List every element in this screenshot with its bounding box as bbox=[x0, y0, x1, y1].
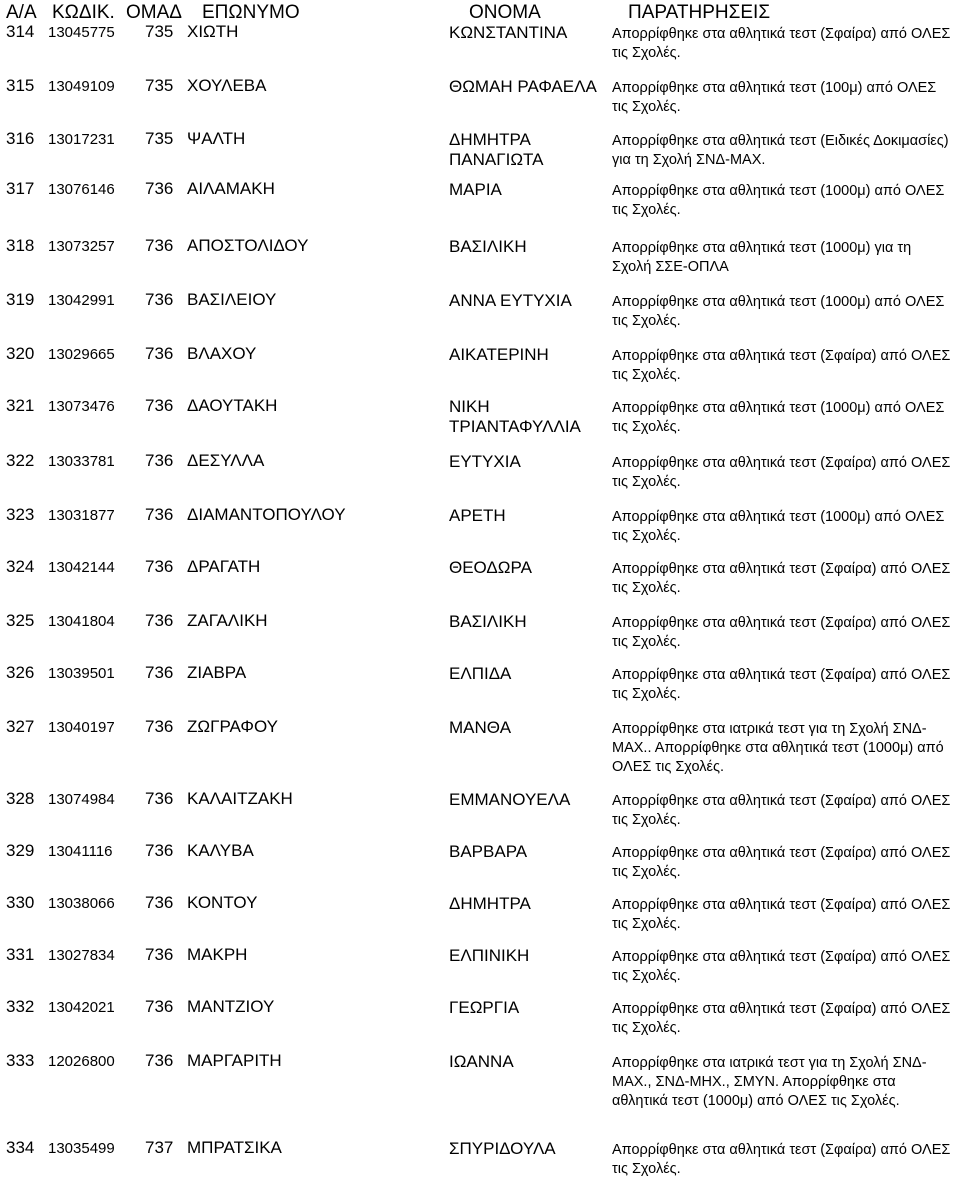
row-name: ΒΑΣΙΛΙΚΗ bbox=[449, 237, 527, 256]
row-group: 736 bbox=[145, 1051, 174, 1070]
row-surname: ΔΡΑΓΑΤΗ bbox=[187, 557, 261, 576]
row-name: ΑΙΚΑΤΕΡΙΝΗ bbox=[449, 345, 549, 364]
row-notes: Απορρίφθηκε στα αθλητικά τεστ (Σφαίρα) από ΟΛΕΣ τις Σχολές. bbox=[612, 897, 951, 932]
row-surname: ΑΠΟΣΤΟΛΙΔΟΥ bbox=[187, 236, 309, 255]
row-name: ΕΥΤΥΧΙΑ bbox=[449, 452, 521, 471]
table-body bbox=[0, 21, 960, 1187]
row-group: 736 bbox=[145, 179, 174, 198]
row-number: 318 bbox=[6, 236, 35, 255]
row-number: 319 bbox=[6, 290, 35, 309]
row-number: 325 bbox=[6, 611, 35, 630]
row-number: 328 bbox=[6, 789, 35, 808]
table-row bbox=[0, 716, 960, 788]
row-code: 13076146 bbox=[48, 181, 115, 198]
row-group: 735 bbox=[145, 76, 174, 95]
row-code: 13073257 bbox=[48, 238, 115, 255]
row-number: 323 bbox=[6, 505, 35, 524]
row-notes: Απορρίφθηκε στα ιατρικά τεστ για τη Σχολή ΣΝΔ-ΜΑΧ., ΣΝΔ-ΜΗΧ., ΣΜΥΝ. Απορρίφθηκε στα αθλητικά τεστ (1000μ) από ΟΛΕΣ τις Σχολές. bbox=[612, 1055, 927, 1109]
row-notes: Απορρίφθηκε στα αθλητικά τεστ (Σφαίρα) από ΟΛΕΣ τις Σχολές. bbox=[612, 793, 951, 828]
row-surname: ΚΑΛΑΙΤΖΑΚΗ bbox=[187, 789, 293, 808]
table-row bbox=[0, 289, 960, 343]
row-code: 13029665 bbox=[48, 346, 115, 363]
row-number: 329 bbox=[6, 841, 35, 860]
row-surname: ΚΟΝΤΟΥ bbox=[187, 893, 258, 912]
row-name: ΙΩΑΝΝΑ bbox=[449, 1052, 514, 1071]
row-group: 736 bbox=[145, 717, 174, 736]
row-code: 13035499 bbox=[48, 1140, 115, 1157]
header-am: Α/Α bbox=[6, 2, 37, 23]
row-notes: Απορρίφθηκε στα αθλητικά τεστ (Σφαίρα) από ΟΛΕΣ τις Σχολές. bbox=[612, 845, 951, 880]
table-row bbox=[0, 21, 960, 75]
row-number: 333 bbox=[6, 1051, 35, 1070]
row-group: 736 bbox=[145, 997, 174, 1016]
row-name: ΓΕΩΡΓΙΑ bbox=[449, 998, 520, 1017]
row-surname: ΜΑΡΓΑΡΙΤΗ bbox=[187, 1051, 282, 1070]
row-name: ΔΗΜΗΤΡΑ ΠΑΝΑΓΙΩΤΑ bbox=[449, 130, 544, 169]
table-row bbox=[0, 840, 960, 892]
row-notes: Απορρίφθηκε στα αθλητικά τεστ (Σφαίρα) από ΟΛΕΣ τις Σχολές. bbox=[612, 348, 951, 383]
row-group: 736 bbox=[145, 344, 174, 363]
row-number: 317 bbox=[6, 179, 35, 198]
row-code: 13073476 bbox=[48, 398, 115, 415]
row-surname: ΜΑΝΤΖΙΟΥ bbox=[187, 997, 275, 1016]
row-surname: ΒΑΣΙΛΕΙΟΥ bbox=[187, 290, 277, 309]
header-notes: ΠΑΡΑΤΗΡΗΣΕΙΣ bbox=[628, 2, 771, 23]
row-surname: ΖΩΓΡΑΦΟΥ bbox=[187, 717, 278, 736]
row-name: ΒΑΡΒΑΡΑ bbox=[449, 842, 528, 861]
row-number: 330 bbox=[6, 893, 35, 912]
row-group: 736 bbox=[145, 611, 174, 630]
row-surname: ΧΟΥΛΕΒΑ bbox=[187, 76, 267, 95]
row-notes: Απορρίφθηκε στα αθλητικά τεστ (Σφαίρα) από ΟΛΕΣ τις Σχολές. bbox=[612, 667, 951, 702]
row-notes: Απορρίφθηκε στα αθλητικά τεστ (100μ) από ΟΛΕΣ τις Σχολές. bbox=[612, 80, 937, 115]
table-row bbox=[0, 178, 960, 235]
table-row bbox=[0, 556, 960, 610]
row-code: 13027834 bbox=[48, 947, 115, 964]
row-group: 736 bbox=[145, 945, 174, 964]
row-number: 320 bbox=[6, 344, 35, 363]
row-notes: Απορρίφθηκε στα αθλητικά τεστ (Σφαίρα) από ΟΛΕΣ τις Σχολές. bbox=[612, 455, 951, 490]
row-name: ΒΑΣΙΛΙΚΗ bbox=[449, 612, 527, 631]
table-row bbox=[0, 128, 960, 178]
table-row bbox=[0, 662, 960, 716]
row-surname: ΔΙΑΜΑΝΤΟΠΟΥΛΟΥ bbox=[187, 505, 346, 524]
row-notes: Απορρίφθηκε στα αθλητικά τεστ (1000μ) από ΟΛΕΣ τις Σχολές. bbox=[612, 294, 945, 329]
row-surname: ΜΑΚΡΗ bbox=[187, 945, 248, 964]
row-code: 13074984 bbox=[48, 791, 115, 808]
row-code: 13040197 bbox=[48, 719, 115, 736]
row-group: 736 bbox=[145, 451, 174, 470]
header-name: ΟΝΟΜΑ bbox=[469, 2, 541, 23]
row-group: 735 bbox=[145, 129, 174, 148]
row-group: 736 bbox=[145, 505, 174, 524]
row-number: 334 bbox=[6, 1138, 35, 1157]
row-notes: Απορρίφθηκε στα αθλητικά τεστ (1000μ) για τη Σχολή ΣΣΕ-ΟΠΛΑ bbox=[612, 240, 912, 275]
row-number: 314 bbox=[6, 22, 35, 41]
row-name: ΘΕΟΔΩΡΑ bbox=[449, 558, 532, 577]
row-surname: ΖΑΓΑΛΙΚΗ bbox=[187, 611, 268, 630]
row-group: 735 bbox=[145, 22, 174, 41]
row-notes: Απορρίφθηκε στα αθλητικά τεστ (Σφαίρα) από ΟΛΕΣ τις Σχολές. bbox=[612, 1142, 951, 1177]
row-group: 736 bbox=[145, 236, 174, 255]
table-row bbox=[0, 504, 960, 556]
row-name: ΜΑΡΙΑ bbox=[449, 180, 502, 199]
row-code: 13031877 bbox=[48, 507, 115, 524]
header-surname: ΕΠΩΝΥΜΟ bbox=[202, 2, 300, 23]
row-surname: ΨΑΛΤΗ bbox=[187, 129, 246, 148]
row-code: 13045775 bbox=[48, 24, 115, 41]
table-row bbox=[0, 788, 960, 840]
table-row bbox=[0, 1137, 960, 1187]
row-name: ΕΜΜΑΝΟΥΕΛΑ bbox=[449, 790, 571, 809]
row-group: 736 bbox=[145, 557, 174, 576]
row-name: ΣΠΥΡΙΔΟΥΛΑ bbox=[449, 1139, 556, 1158]
row-notes: Απορρίφθηκε στα αθλητικά τεστ (Σφαίρα) από ΟΛΕΣ τις Σχολές. bbox=[612, 26, 951, 61]
row-surname: ΑΙΛΑΜΑΚΗ bbox=[187, 179, 275, 198]
row-notes: Απορρίφθηκε στα αθλητικά τεστ (1000μ) από ΟΛΕΣ τις Σχολές. bbox=[612, 509, 945, 544]
row-code: 13042021 bbox=[48, 999, 115, 1016]
row-number: 327 bbox=[6, 717, 35, 736]
row-code: 13033781 bbox=[48, 453, 115, 470]
table-row bbox=[0, 610, 960, 662]
row-code: 13017231 bbox=[48, 131, 115, 148]
table-row bbox=[0, 944, 960, 996]
row-notes: Απορρίφθηκε στα αθλητικά τεστ (Σφαίρα) από ΟΛΕΣ τις Σχολές. bbox=[612, 615, 951, 650]
row-group: 736 bbox=[145, 663, 174, 682]
row-notes: Απορρίφθηκε στα αθλητικά τεστ (Σφαίρα) από ΟΛΕΣ τις Σχολές. bbox=[612, 949, 951, 984]
row-notes: Απορρίφθηκε στα αθλητικά τεστ (Σφαίρα) από ΟΛΕΣ τις Σχολές. bbox=[612, 1001, 951, 1036]
row-surname: ΔΑΟΥΤΑΚΗ bbox=[187, 396, 278, 415]
table-row bbox=[0, 235, 960, 289]
row-name: ΑΡΕΤΗ bbox=[449, 506, 506, 525]
table-row bbox=[0, 892, 960, 944]
row-number: 322 bbox=[6, 451, 35, 470]
row-code: 13041116 bbox=[48, 843, 113, 860]
row-code: 13042991 bbox=[48, 292, 115, 309]
row-number: 321 bbox=[6, 396, 35, 415]
header-code: ΚΩΔΙΚ. bbox=[52, 2, 115, 23]
table-row bbox=[0, 996, 960, 1050]
header-group: ΟΜΑΔ bbox=[126, 2, 182, 23]
row-notes: Απορρίφθηκε στα αθλητικά τεστ (1000μ) από ΟΛΕΣ τις Σχολές. bbox=[612, 183, 945, 218]
row-group: 736 bbox=[145, 841, 174, 860]
row-notes: Απορρίφθηκε στα αθλητικά τεστ (1000μ) από ΟΛΕΣ τις Σχολές. bbox=[612, 400, 945, 435]
row-surname: ΜΠΡΑΤΣΙΚΑ bbox=[187, 1138, 282, 1157]
row-group: 736 bbox=[145, 789, 174, 808]
row-code: 13038066 bbox=[48, 895, 115, 912]
row-number: 324 bbox=[6, 557, 35, 576]
row-surname: ΚΑΛΥΒΑ bbox=[187, 841, 254, 860]
row-name: ΕΛΠΙΔΑ bbox=[449, 664, 512, 683]
row-surname: ΔΕΣΥΛΛΑ bbox=[187, 451, 265, 470]
row-name: ΜΑΝΘΑ bbox=[449, 718, 512, 737]
row-number: 315 bbox=[6, 76, 35, 95]
row-name: ΔΗΜΗΤΡΑ bbox=[449, 894, 531, 913]
table-row bbox=[0, 343, 960, 395]
row-notes: Απορρίφθηκε στα αθλητικά τεστ (Ειδικές Δοκιμασίες) για τη Σχολή ΣΝΔ-ΜΑΧ. bbox=[612, 133, 949, 168]
row-name: ΕΛΠΙΝΙΚΗ bbox=[449, 946, 530, 965]
row-number: 332 bbox=[6, 997, 35, 1016]
row-code: 13042144 bbox=[48, 559, 115, 576]
row-notes: Απορρίφθηκε στα ιατρικά τεστ για τη Σχολή ΣΝΔ-ΜΑΧ.. Απορρίφθηκε στα αθλητικά τεστ (1000μ) από ΟΛΕΣ τις Σχολές. bbox=[612, 721, 944, 775]
table-row bbox=[0, 75, 960, 128]
row-surname: ΒΛΑΧΟΥ bbox=[187, 344, 257, 363]
row-code: 13041804 bbox=[48, 613, 115, 630]
row-name: ΑΝΝΑ ΕΥΤΥΧΙΑ bbox=[449, 291, 572, 310]
row-group: 736 bbox=[145, 290, 174, 309]
row-code: 13049109 bbox=[48, 78, 115, 95]
row-group: 737 bbox=[145, 1138, 174, 1157]
row-name: ΚΩΝΣΤΑΝΤΙΝΑ bbox=[449, 23, 568, 42]
row-name: ΝΙΚΗ ΤΡΙΑΝΤΑΦΥΛΛΙΑ bbox=[449, 397, 581, 436]
row-name: ΘΩΜΑΗ ΡΑΦΑΕΛΑ bbox=[449, 77, 597, 96]
row-number: 331 bbox=[6, 945, 35, 964]
row-surname: ΧΙΩΤΗ bbox=[187, 22, 239, 41]
row-group: 736 bbox=[145, 396, 174, 415]
row-code: 13039501 bbox=[48, 665, 115, 682]
row-number: 326 bbox=[6, 663, 35, 682]
row-number: 316 bbox=[6, 129, 35, 148]
row-notes: Απορρίφθηκε στα αθλητικά τεστ (Σφαίρα) από ΟΛΕΣ τις Σχολές. bbox=[612, 561, 951, 596]
row-surname: ΖΙΑΒΡΑ bbox=[187, 663, 247, 682]
table-row bbox=[0, 450, 960, 504]
row-code: 12026800 bbox=[48, 1053, 115, 1070]
table-row bbox=[0, 395, 960, 450]
row-group: 736 bbox=[145, 893, 174, 912]
table-row bbox=[0, 1050, 960, 1137]
